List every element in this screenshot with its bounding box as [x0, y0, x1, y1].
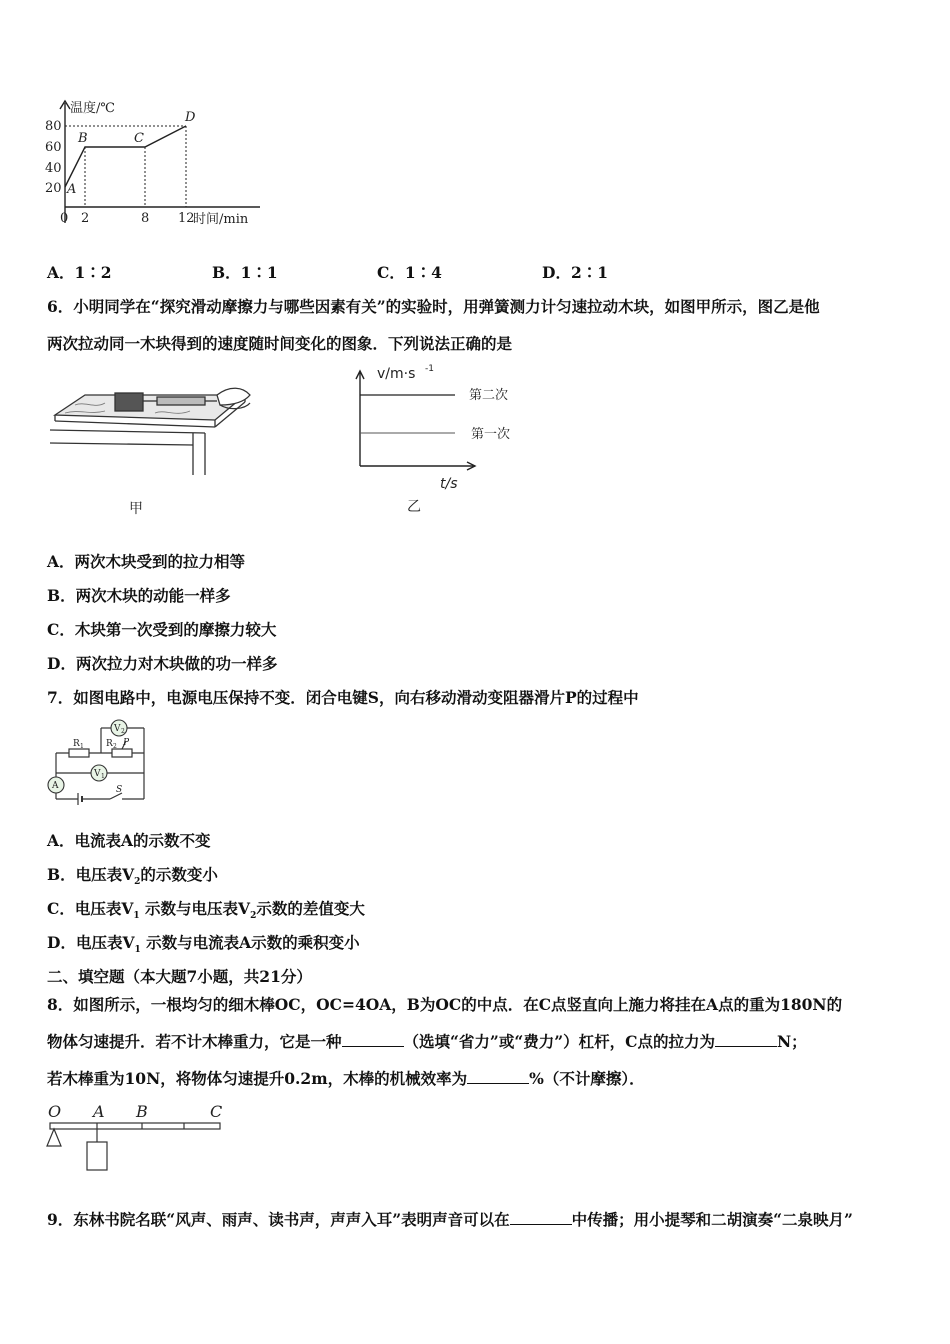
x-tick: 0: [60, 211, 69, 226]
y-tick: 60: [45, 140, 62, 155]
option-a: A．1∶2: [47, 263, 112, 282]
answer-blank[interactable]: [510, 1210, 572, 1225]
y-tick: 20: [45, 181, 62, 196]
point-c: C: [134, 131, 144, 146]
answer-blank[interactable]: [467, 1069, 529, 1084]
r2-label: R: [106, 739, 113, 749]
q6-option-b: B．两次木块的动能一样多: [47, 586, 231, 605]
y-axis-label: 温度/℃: [70, 101, 115, 116]
y-tick: 40: [45, 161, 62, 176]
v-axis-label-sup: -1: [425, 364, 434, 374]
q8-stem-line3: [47, 1067, 645, 1089]
q7-option-d-text: D．电压表V: [47, 933, 135, 952]
x-tick: 2: [81, 211, 90, 226]
lever-label-c: C: [210, 1102, 223, 1121]
temperature-time-graph: [40, 95, 280, 230]
q6-option-a: A．两次木块受到的拉力相等: [47, 552, 246, 571]
q8-line3-part2: %（不计摩擦）．: [529, 1069, 645, 1088]
figure-jia-table-block: [45, 375, 260, 520]
legend-second: 第二次: [469, 388, 509, 403]
q7-option-a: [47, 829, 211, 851]
v1-label: V: [94, 769, 101, 779]
v2-label: V: [114, 724, 121, 734]
q7-option-c-text: C．电压表V: [47, 899, 134, 918]
lever-label-b: B: [136, 1102, 148, 1121]
q9-part2: 中传播；用小提琴和二胡演奏“二泉映月”: [571, 1210, 853, 1229]
subscript: 1: [133, 911, 140, 922]
q7-option-c: [47, 897, 365, 921]
q7-option-c-text-mid: 示数与电压表V: [139, 899, 251, 918]
slider-p-label: P: [123, 738, 130, 748]
q8-stem-line2: [47, 1030, 807, 1052]
answer-blank[interactable]: [342, 1032, 404, 1047]
q8-line2-part2: （选填“省力”或“费力”）杠杆，C点的拉力为: [403, 1032, 716, 1051]
q6-option-c: C．木块第一次受到的摩擦力较大: [47, 620, 277, 639]
q7-option-b-text-end: 的示数变小: [140, 865, 218, 884]
v1-sub: 1: [101, 773, 105, 780]
y-tick: 80: [45, 119, 62, 134]
velocity-time-graph: [345, 362, 545, 517]
section-heading: 二、填空题（本大题7小题，共21分）: [47, 967, 312, 986]
q7-option-d: [47, 931, 360, 955]
option-d: D．2∶1: [542, 263, 609, 282]
answer-blank[interactable]: [715, 1032, 777, 1047]
point-b: B: [78, 131, 88, 146]
lever-label-o: O: [48, 1102, 62, 1121]
point-d: D: [185, 110, 196, 125]
q7-option-d-text-end: 示数与电流表A示数的乘积变小: [140, 933, 360, 952]
q7-option-a-text: A．电流表A的示数不变: [47, 831, 211, 850]
t-axis-label: t/s: [440, 476, 458, 492]
v2-sub: 2: [121, 728, 125, 735]
v-axis-label: v/m·s: [377, 366, 416, 382]
q8-line2-part1: 物体匀速提升．若不计木棒重力，它是一种: [47, 1032, 342, 1051]
q7-option-b-text: B．电压表V: [47, 865, 135, 884]
q8-line3-part1: 若木棒重为10N，将物体匀速提升0.2m，木棒的机械效率为: [47, 1069, 468, 1088]
q8-line2-part3: N；: [777, 1032, 807, 1051]
option-b: B．1∶1: [212, 263, 278, 282]
r1-label: R: [73, 739, 80, 749]
subscript: 2: [134, 877, 141, 888]
lever-label-a: A: [93, 1102, 105, 1121]
q8-stem-line1: 8．如图所示，一根均匀的细木棒OC，OC=4OA，B为OC的中点．在C点竖直向上施力将挂在A点的重为180N的: [47, 995, 843, 1014]
point-a: A: [67, 182, 77, 197]
q6-stem-line2: 两次拉动同一木块得到的速度随时间变化的图象．下列说法正确的是: [47, 334, 513, 353]
option-c: C．1∶4: [377, 263, 442, 282]
q6-option-d: D．两次拉力对木块做的功一样多: [47, 654, 278, 673]
figure-yi-caption: 乙: [407, 499, 421, 515]
r2-sub: 2: [113, 743, 117, 750]
x-tick: 12: [178, 211, 195, 226]
lever-diagram: [42, 1098, 232, 1178]
q7-option-c-text-end: 示数的差值变大: [256, 899, 365, 918]
subscript: 2: [250, 911, 257, 922]
q9-part1: 9．东林书院名联“风声、雨声、读书声，声声入耳”表明声音可以在: [47, 1210, 510, 1229]
x-axis-label: 时间/min: [193, 212, 249, 227]
switch-s-label: S: [116, 785, 123, 795]
figure-jia-caption: 甲: [129, 501, 143, 517]
ammeter-label: A: [52, 781, 59, 791]
q6-stem-line1: 6．小明同学在“探究滑动摩擦力与哪些因素有关”的实验时，用弹簧测力计匀速拉动木块，如图甲所示，图乙是他: [47, 297, 820, 316]
r1-sub: 1: [80, 743, 84, 750]
x-tick: 8: [141, 211, 150, 226]
circuit-diagram: [44, 713, 159, 805]
q7-stem: 7．如图电路中，电源电压保持不变．闭合电键S，向右移动滑动变阻器滑片P的过程中: [47, 688, 639, 707]
subscript: 1: [134, 945, 141, 956]
q7-option-b: [47, 863, 218, 887]
legend-first: 第一次: [471, 427, 511, 442]
q9-stem: [47, 1208, 853, 1230]
